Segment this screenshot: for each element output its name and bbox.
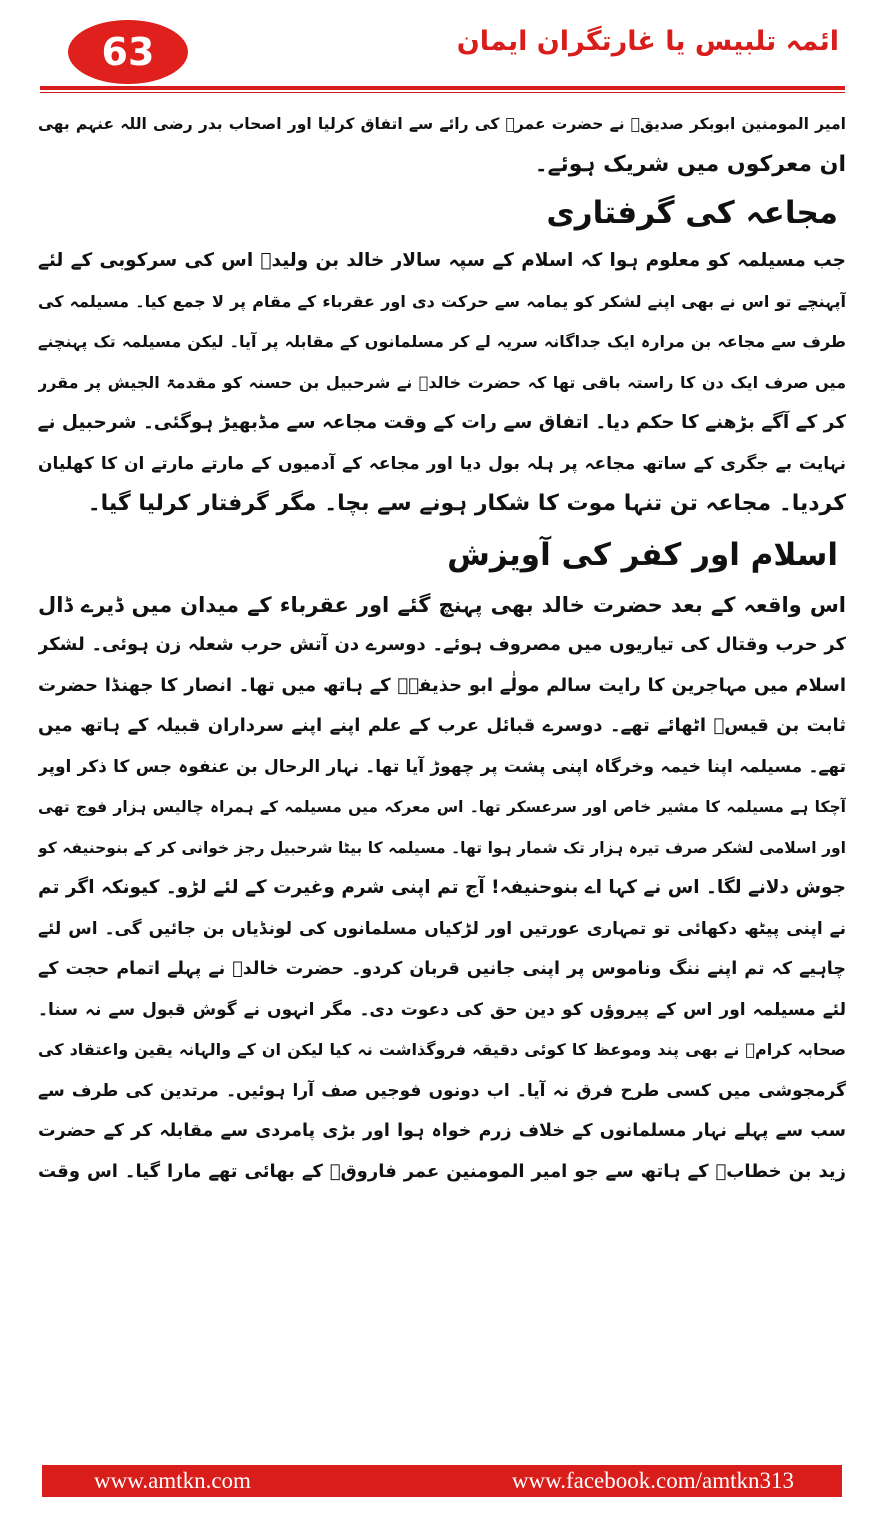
section-heading-islam-kufr: اسلام اور کفر کی آویزش [447, 536, 838, 573]
text-line: کردیا۔ مجاعہ تن تنہا موت کا شکار ہونے سے بچا۔ مگر گرفتار کرلیا گیا۔ [87, 491, 846, 516]
text-line: کر حرب وقتال کی تیاریوں میں مصروف ہوئے۔ دوسرے دن آتش حرب شعلہ زن ہوئی۔ لشکر [38, 634, 846, 655]
text-line: گرمجوشی میں کسی طرح فرق نہ آیا۔ اب دونوں فوجیں صف آرا ہوئیں۔ مرتدین کی طرف سے [38, 1080, 846, 1101]
text-line: جب مسیلمہ کو معلوم ہوا کہ اسلام کے سپہ سالار خالد بن ولیدؓ اس کی سرکوبی کے لئے [38, 250, 846, 271]
website-link[interactable]: www.amtkn.com [94, 1468, 251, 1493]
page-footer [42, 1465, 842, 1497]
text-line: طرف سے مجاعہ بن مرارہ ایک جداگانہ سریہ لے کر مسلمانوں کے مقابلہ پر آیا۔ لیکن مسیلمہ تک پہنچنے [38, 332, 846, 351]
header-divider-thin [40, 92, 845, 93]
text-line: نے اپنی پیٹھ دکھائی تو تمہاری عورتیں اور لڑکیاں مسلمانوں کی لونڈیاں بن جائیں گی۔ اس لئے [38, 918, 846, 939]
text-line: آپہنچے تو اس نے بھی اپنے لشکر کو یمامہ سے حرکت دی اور عقرباء کے مقام پر لا جمع کیا۔ مسیلمہ کی [38, 291, 846, 311]
text-line: سب سے پہلے نہار مسلمانوں کے خلاف زرم خواہ ہوا اور بڑی پامردی سے مقابلہ کر کے حضرت [38, 1121, 846, 1141]
page-number-badge: 63 [68, 20, 188, 84]
text-line: امیر المومنین ابوبکر صدیقؓ نے حضرت عمرؓ کی رائے سے اتفاق کرلیا اور اصحاب بدر رضی اللہ عنہم بھی [38, 115, 846, 133]
text-line: چاہیے کہ تم اپنے ننگ وناموس پر اپنی جانیں قربان کردو۔ حضرت خالدؓ نے پہلے اتمام حجت کے [38, 959, 846, 979]
text-line: اور اسلامی لشکر صرف تیرہ ہزار تک شمار ہوا تھا۔ مسیلمہ کا بیٹا شرحبیل رجز خوانی کر کے بنوحنیفہ کو [38, 838, 846, 857]
text-line: اسلام میں مہاجرین کا رایت سالم مولٰے ابو حذیفہؓ کے ہاتھ میں تھا۔ انصار کا جھنڈا حضرت [38, 674, 846, 696]
text-line: ثابت بن قیسؓ اٹھائے تھے۔ دوسرے قبائل عرب کے علم اپنے اپنے سرداران قبیلہ کے ہاتھ میں [38, 715, 846, 736]
header-divider [40, 86, 845, 90]
text-line: تھے۔ مسیلمہ اپنا خیمہ وخرگاہ اپنی پشت پر چھوڑ آیا تھا۔ نہار الرحال بن عنفوہ جس کا ذکر اوپر [38, 756, 846, 777]
islam-kufr-paragraph [38, 585, 846, 1193]
page-header [40, 14, 845, 94]
text-line: اس واقعہ کے بعد حضرت خالد بھی پہنچ گئے اور عقرباء کے میدان میں ڈیرے ڈال [38, 592, 846, 617]
text-line: نہایت بے جگری کے ساتھ مجاعہ پر ہلہ بول دیا اور مجاعہ کے آدمیوں کے مارتے مارتے ان کا کھلیان [38, 453, 846, 474]
text-line: آچکا ہے مسیلمہ کا مشیر خاص اور سرعسکر تھا۔ اس معرکہ میں مسیلمہ کے ہمراہ چالیس ہزار فوج تھی [38, 798, 846, 816]
facebook-link[interactable]: www.facebook.com/amtkn313 [511, 1468, 794, 1493]
text-line: زید بن خطابؓ کے ہاتھ سے جو امیر المومنین عمر فاروقؓ کے بھائی تھے مارا گیا۔ اس وقت [38, 1160, 846, 1182]
running-title: ائمہ تلبیس یا غارتگران ایمان [456, 26, 839, 57]
section-heading-mujaa-arrest: مجاعہ کی گرفتاری [546, 195, 838, 231]
text-line: میں صرف ایک دن کا راستہ باقی تھا کہ حضرت خالدؓ نے شرحبیل بن حسنہ کو مقدمۃ الجیش پر مقرر [38, 372, 846, 392]
page-body [38, 104, 846, 1192]
mujaa-paragraph [38, 241, 846, 525]
text-line: ان معرکوں میں شریک ہوئے۔ [534, 151, 846, 177]
text-line: کر کے آگے بڑھنے کا حکم دیا۔ اتفاق سے رات کے وقت مجاعہ سے مڈبھیڑ ہوگئی۔ شرحبیل نے [38, 412, 846, 433]
text-line: صحابہ کرامؓ نے بھی پند وموعظ کا کوئی دقیقہ فروگذاشت نہ کیا لیکن ان کے والہانہ یقین واعتقاد کی [38, 1040, 846, 1059]
text-line: جوش دلانے لگا۔ اس نے کہا اے بنوحنیفہ! آج تم اپنی شرم وغیرت کے لئے لڑو۔ کیونکہ اگر تم [38, 877, 846, 898]
text-line: لئے مسیلمہ اور اس کے پیروؤں کو دین حق کی دعوت دی۔ مگر انہوں نے گوش قبول سے نہ سنا۔ [38, 999, 846, 1020]
intro-paragraph [38, 104, 846, 185]
